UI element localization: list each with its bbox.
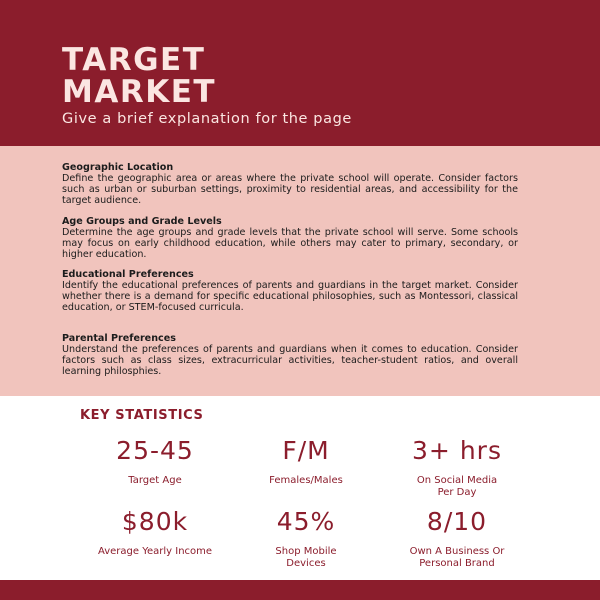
stat-value: 45%	[276, 507, 336, 536]
title-line-2: MARKET	[62, 74, 217, 110]
section-geographic-location	[62, 162, 518, 206]
page-title	[62, 44, 216, 108]
stat-shop-mobile	[221, 508, 391, 570]
stat-value: $80k	[121, 507, 189, 536]
stat-label: On Social Media Per Day	[416, 475, 498, 498]
stat-social-media	[372, 437, 542, 499]
footer-band	[0, 580, 600, 600]
stat-value: F/M	[282, 436, 330, 465]
section-body: Determine the age groups and grade levels that the private school will serve. Some schools may focus on early childhood education, while others may cater to primary, secondary, or higher education.	[62, 227, 518, 260]
stat-value: 25-45	[116, 436, 194, 465]
section-age-groups	[62, 216, 518, 260]
stat-value: 3+ hrs	[412, 436, 502, 465]
stat-label: Shop Mobile Devices	[275, 546, 337, 569]
section-heading: Age Groups and Grade Levels	[62, 216, 222, 227]
stat-yearly-income	[70, 508, 240, 558]
stat-target-age	[70, 437, 240, 487]
section-heading: Geographic Location	[62, 162, 174, 173]
stat-label: Females/Males	[269, 475, 343, 486]
section-body: Define the geographic area or areas where the private school will operate. Consider factors such as urban or suburban settings, proximity to residential areas, and accessibility for the target audience.	[62, 173, 518, 206]
section-heading: Parental Preferences	[62, 333, 176, 344]
section-heading: Educational Preferences	[62, 269, 194, 280]
section-body: Understand the preferences of parents and guardians when it comes to education. Consider factors such as class sizes, extracurricular activities, teacher-student ratios, and overall learning philosphies.	[62, 344, 518, 377]
stat-own-business	[372, 508, 542, 570]
stat-value: 8/10	[426, 507, 488, 536]
stat-label: Target Age	[128, 475, 182, 486]
section-educational-preferences	[62, 269, 518, 313]
stat-females-males	[221, 437, 391, 487]
stat-label: Own A Business Or Personal Brand	[409, 546, 505, 569]
key-statistics-title: KEY STATISTICS	[80, 408, 204, 423]
page-subtitle: Give a brief explanation for the page	[62, 111, 352, 127]
title-line-1: TARGET	[62, 42, 206, 78]
stat-label: Average Yearly Income	[97, 546, 213, 557]
section-body: Identify the educational preferences of parents and guardians in the target market. Consider whether there is a demand for specific educational philosophies, such as Montessori, classical education, or STEM-focused curricula.	[62, 280, 518, 313]
header-band	[0, 0, 600, 146]
section-parental-preferences	[62, 333, 518, 377]
